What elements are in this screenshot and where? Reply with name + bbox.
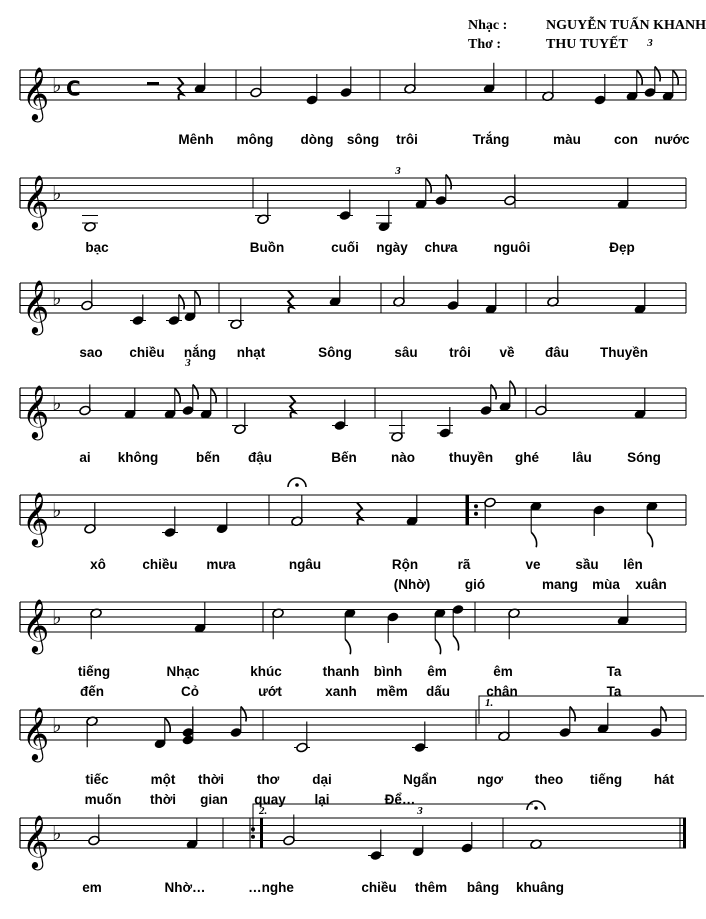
lyric-word: ve xyxy=(525,557,541,572)
lyric-word: Bến xyxy=(331,450,357,465)
composer-name: NGUYỄN TUẤN KHANH xyxy=(546,18,706,33)
lyric-word: …nghe xyxy=(248,880,294,895)
lyric-word: con xyxy=(613,132,639,147)
lyric-word-second-verse: quay xyxy=(254,792,286,807)
lyric-word-second-verse: gian xyxy=(200,792,228,807)
quarter-rest-icon xyxy=(288,291,293,313)
note-flag xyxy=(453,636,458,651)
lyric-word: tiếc xyxy=(85,772,109,787)
key-flat-icon: ♭ xyxy=(52,821,62,845)
lyric-word: về xyxy=(499,345,515,360)
note-flag xyxy=(570,707,575,722)
lyric-word-second-verse: ướt xyxy=(258,684,282,699)
lyric-word: dại xyxy=(312,772,332,787)
lyric-word-second-verse: mềm xyxy=(376,684,408,699)
treble-clef-icon: 𝄞 xyxy=(22,598,50,652)
quarter-rest-icon xyxy=(178,78,183,100)
staff-system-4 xyxy=(20,381,686,465)
final-barline-thick xyxy=(683,818,686,848)
key-flat-icon: ♭ xyxy=(52,713,62,737)
lyric-word: sông xyxy=(346,132,380,147)
lyric-word-second-verse: lại xyxy=(314,792,330,807)
lyric-word: êm xyxy=(493,664,513,679)
lyric-word: ngâu xyxy=(288,557,322,572)
lyrics-label: Thơ : xyxy=(468,37,502,52)
treble-clef-icon: 𝄞 xyxy=(22,706,50,760)
lyric-word: đậu xyxy=(247,450,273,465)
lyric-word: dòng xyxy=(300,132,334,147)
lyric-word: khuâng xyxy=(515,880,565,895)
lyric-word: sâu xyxy=(394,345,418,360)
fermata-dot xyxy=(295,483,299,487)
staff-system-2 xyxy=(20,174,686,255)
tuplet-number: 3 xyxy=(647,37,653,49)
lyric-word: chưa xyxy=(424,240,458,255)
lyric-word: tiếng xyxy=(589,772,623,787)
lyric-word: đâu xyxy=(544,345,570,360)
key-flat-icon: ♭ xyxy=(52,181,62,205)
lyric-word: rã xyxy=(457,557,471,572)
staff-system-8 xyxy=(20,814,686,895)
lyric-word: theo xyxy=(534,772,564,787)
note-flag xyxy=(531,532,536,547)
half-rest-icon xyxy=(147,82,159,85)
lyric-word: Mênh xyxy=(178,132,214,147)
lyric-word: Thuyền xyxy=(599,345,649,360)
lyric-word: Sóng xyxy=(627,450,661,465)
lyric-word: bạc xyxy=(85,240,109,255)
music-label: Nhạc : xyxy=(468,18,508,33)
lyric-word: nhạt xyxy=(236,345,266,360)
lyric-word-second-verse: gió xyxy=(464,577,486,592)
lyric-word: hát xyxy=(653,772,675,787)
lyric-word: cuối xyxy=(331,240,359,255)
lyric-word: ghé xyxy=(514,450,540,465)
key-flat-icon: ♭ xyxy=(52,391,62,415)
treble-clef-icon: 𝄞 xyxy=(22,384,50,438)
lyric-word: khúc xyxy=(250,664,282,679)
lyric-word: Nhạc xyxy=(166,664,200,679)
lyric-word: xô xyxy=(90,557,106,572)
staff-system-3 xyxy=(20,276,686,360)
lyric-word: Đẹp xyxy=(609,240,635,255)
note-flag xyxy=(435,639,440,654)
treble-clef-icon: 𝄞 xyxy=(22,491,50,545)
tuplet-number: 3 xyxy=(395,165,401,177)
fermata-dot xyxy=(534,806,538,810)
tuplet-number: 3 xyxy=(417,805,423,817)
lyric-word: thanh xyxy=(322,664,360,679)
lyric-word: mưa xyxy=(206,557,236,572)
lyric-word: sao xyxy=(79,345,103,360)
lyric-word: nước xyxy=(654,132,690,147)
note-flag xyxy=(193,385,198,400)
key-flat-icon: ♭ xyxy=(52,605,62,629)
repeat-dot xyxy=(474,512,478,516)
note-flag xyxy=(241,707,246,722)
lyric-word: êm xyxy=(427,664,447,679)
lyric-word-second-verse: mang xyxy=(541,577,579,592)
repeat-thick-bar xyxy=(260,818,263,848)
lyric-word: em xyxy=(82,880,102,895)
lyric-word-second-verse: (Nhờ) xyxy=(393,577,431,592)
lyric-word: nào xyxy=(390,450,416,465)
lyric-word: chiều xyxy=(142,557,178,572)
lyric-word: không xyxy=(117,450,159,465)
treble-clef-icon: 𝄞 xyxy=(22,279,50,333)
lyric-word-second-verse: thời xyxy=(149,792,177,807)
lyric-word: mông xyxy=(236,132,274,147)
lyric-word: trôi xyxy=(449,345,471,360)
staff-system-6 xyxy=(20,595,686,699)
quarter-rest-icon xyxy=(357,503,362,525)
lyric-word: chiều xyxy=(361,880,397,895)
lyric-word: ai xyxy=(79,450,91,465)
treble-clef-icon: 𝄞 xyxy=(22,66,50,120)
lyric-word: thơ xyxy=(256,772,280,787)
lyric-word-second-verse: mùa xyxy=(592,577,620,592)
treble-clef-icon: 𝄞 xyxy=(22,174,50,228)
lyric-word: Nhờ… xyxy=(164,880,206,895)
lyric-word: tiếng xyxy=(77,664,111,679)
key-flat-icon: ♭ xyxy=(52,286,62,310)
lyric-word: thêm xyxy=(414,880,448,895)
note-flag xyxy=(446,175,451,190)
lyric-word: bến xyxy=(195,450,221,465)
lyric-word-second-verse: xanh xyxy=(325,684,357,699)
lyric-word: lên xyxy=(623,557,643,572)
staff-system-7 xyxy=(20,703,686,807)
lyric-word: Trắng xyxy=(472,132,510,147)
lyric-word: sầu xyxy=(575,557,599,572)
lyric-word-second-verse: Cỏ xyxy=(181,684,199,699)
lyric-word: thời xyxy=(197,772,225,787)
lyric-word-second-verse: muốn xyxy=(84,792,122,807)
lyric-word: màu xyxy=(553,132,581,147)
tuplet-number: 3 xyxy=(185,357,191,369)
staff-system-5 xyxy=(20,491,686,592)
lyric-word-second-verse: đến xyxy=(79,684,105,699)
lyric-word: Ngẩn xyxy=(403,772,437,787)
lyric-word-second-verse: xuân xyxy=(635,577,667,592)
quarter-rest-icon xyxy=(290,396,295,418)
lyric-word: Ta xyxy=(606,664,622,679)
lyric-word: ngơ xyxy=(476,772,504,787)
lyric-word-second-verse: Ta xyxy=(606,684,622,699)
note-flag xyxy=(661,707,666,722)
lyric-word: nguôi xyxy=(493,240,531,255)
lyric-word: một xyxy=(150,772,176,787)
repeat-thick-bar xyxy=(466,495,469,525)
lyric-word: Sông xyxy=(318,345,352,360)
lyric-word: Buồn xyxy=(249,240,285,255)
note-flag xyxy=(345,639,350,654)
lyricist-name: THU TUYẾT xyxy=(546,37,628,52)
lyric-word: ngày xyxy=(376,240,408,255)
lyric-word: bâng xyxy=(466,880,500,895)
note-flag xyxy=(655,67,660,82)
volta-number: 2. xyxy=(259,805,268,817)
staff-system-1 xyxy=(20,63,690,147)
lyric-word: Rộn xyxy=(391,557,419,572)
repeat-dot xyxy=(474,504,478,508)
lyric-word: thuyền xyxy=(448,450,494,465)
time-signature: C xyxy=(66,76,81,101)
note-flag xyxy=(647,532,652,547)
lyric-word: chiều xyxy=(129,345,165,360)
note-flag xyxy=(179,295,184,310)
lyric-word: trôi xyxy=(396,132,418,147)
treble-clef-icon: 𝄞 xyxy=(22,814,50,868)
lyric-word-second-verse: dấu xyxy=(425,684,451,699)
lyric-word: bình xyxy=(373,664,403,679)
lyric-word-second-verse: Để… xyxy=(384,792,416,807)
lyric-word: nắng xyxy=(183,345,217,360)
volta-number: 1. xyxy=(485,697,494,709)
note-flag xyxy=(491,385,496,400)
lyric-word: lâu xyxy=(572,450,592,465)
key-flat-icon: ♭ xyxy=(52,498,62,522)
key-flat-icon: ♭ xyxy=(52,73,62,97)
repeat-dot xyxy=(251,835,255,839)
lyric-word-second-verse: chân xyxy=(486,684,518,699)
